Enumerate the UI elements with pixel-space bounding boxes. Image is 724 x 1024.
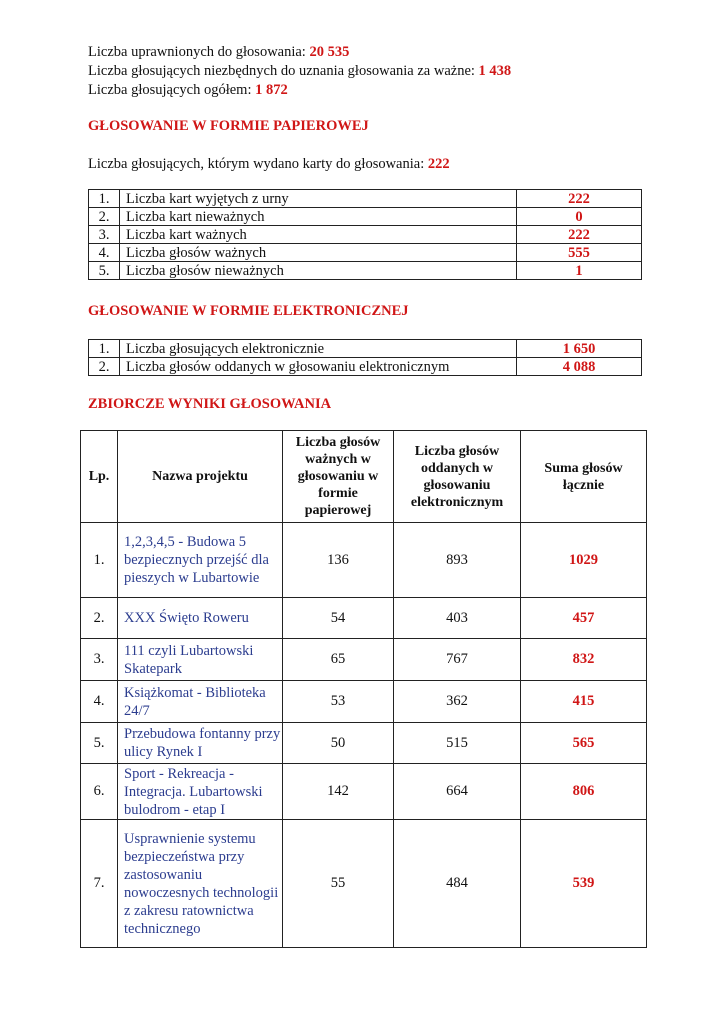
stat-label: Liczba uprawnionych do głosowania: bbox=[88, 44, 310, 60]
table-row bbox=[81, 723, 647, 764]
paper-votes: 136 bbox=[283, 523, 394, 598]
row-lp: 6. bbox=[81, 764, 118, 820]
total-votes: 832 bbox=[521, 639, 647, 681]
row-number: 3. bbox=[89, 226, 120, 244]
project-name: Książkomat - Biblioteka 24/7 bbox=[118, 681, 283, 723]
paper-votes: 65 bbox=[283, 639, 394, 681]
electronic-votes: 484 bbox=[394, 820, 521, 948]
project-name: Przebudowa fontanny przy ulicy Rynek I bbox=[118, 723, 283, 764]
paper-issued bbox=[88, 155, 450, 174]
paper-votes: 53 bbox=[283, 681, 394, 723]
row-value: 222 bbox=[517, 190, 642, 208]
table-row bbox=[81, 523, 647, 598]
row-label: Liczba głosów ważnych bbox=[120, 244, 517, 262]
stat-value: 20 535 bbox=[309, 44, 350, 60]
table-row bbox=[89, 208, 642, 226]
row-value: 0 bbox=[517, 208, 642, 226]
row-lp: 4. bbox=[81, 681, 118, 723]
row-number: 2. bbox=[89, 208, 120, 226]
row-lp: 2. bbox=[81, 598, 118, 639]
stat-label: Liczba głosujących, którym wydano karty do głosowania: bbox=[88, 156, 428, 172]
row-value: 1 bbox=[517, 262, 642, 280]
electronic-votes: 515 bbox=[394, 723, 521, 764]
table-row bbox=[89, 244, 642, 262]
row-label: Liczba głosujących elektronicznie bbox=[120, 340, 517, 358]
row-number: 1. bbox=[89, 190, 120, 208]
row-value: 222 bbox=[517, 226, 642, 244]
stat-value: 222 bbox=[427, 156, 450, 172]
project-name: XXX Święto Roweru bbox=[118, 598, 283, 639]
paper-heading: GŁOSOWANIE W FORMIE PAPIEROWEJ bbox=[88, 118, 369, 134]
stat-label: Liczba głosujących ogółem: bbox=[88, 82, 256, 98]
total-votes: 457 bbox=[521, 598, 647, 639]
table-row bbox=[81, 820, 647, 948]
paper-votes: 142 bbox=[283, 764, 394, 820]
row-label: Liczba kart wyjętych z urny bbox=[120, 190, 517, 208]
paper-votes: 50 bbox=[283, 723, 394, 764]
table-row bbox=[89, 358, 642, 376]
row-value: 4 088 bbox=[517, 358, 642, 376]
paper-votes: 54 bbox=[283, 598, 394, 639]
stat-total-voters bbox=[88, 81, 288, 100]
project-name: 1,2,3,4,5 - Budowa 5 bezpiecznych przejść dla pieszych w Lubartowie bbox=[118, 523, 283, 598]
header-lp: Lp. bbox=[81, 431, 118, 523]
paper-table bbox=[88, 189, 642, 280]
total-votes: 565 bbox=[521, 723, 647, 764]
table-row bbox=[89, 262, 642, 280]
table-row bbox=[81, 764, 647, 820]
stat-label: Liczba głosujących niezbędnych do uznania głosowania za ważne: bbox=[88, 63, 479, 79]
row-label: Liczba kart ważnych bbox=[120, 226, 517, 244]
row-number: 4. bbox=[89, 244, 120, 262]
electronic-table bbox=[88, 339, 642, 376]
row-label: Liczba głosów oddanych w głosowaniu elektronicznym bbox=[120, 358, 517, 376]
row-lp: 1. bbox=[81, 523, 118, 598]
table-row bbox=[81, 639, 647, 681]
total-votes: 806 bbox=[521, 764, 647, 820]
row-value: 555 bbox=[517, 244, 642, 262]
header-name: Nazwa projektu bbox=[118, 431, 283, 523]
row-lp: 5. bbox=[81, 723, 118, 764]
summary-table bbox=[80, 430, 647, 948]
project-name: Sport - Rekreacja - Integracja. Lubartowski bulodrom - etap I bbox=[118, 764, 283, 820]
header-row bbox=[81, 431, 647, 523]
stat-value: 1 872 bbox=[255, 82, 288, 98]
total-votes: 539 bbox=[521, 820, 647, 948]
header-total: Suma głosów łącznie bbox=[521, 431, 647, 523]
row-label: Liczba kart nieważnych bbox=[120, 208, 517, 226]
table-row bbox=[89, 340, 642, 358]
electronic-votes: 893 bbox=[394, 523, 521, 598]
stat-value: 1 438 bbox=[478, 63, 512, 79]
row-label: Liczba głosów nieważnych bbox=[120, 262, 517, 280]
table-row bbox=[89, 226, 642, 244]
stat-eligible bbox=[88, 43, 349, 62]
electronic-heading: GŁOSOWANIE W FORMIE ELEKTRONICZNEJ bbox=[88, 303, 409, 319]
row-lp: 7. bbox=[81, 820, 118, 948]
electronic-votes: 664 bbox=[394, 764, 521, 820]
row-number: 5. bbox=[89, 262, 120, 280]
total-votes: 415 bbox=[521, 681, 647, 723]
row-value: 1 650 bbox=[517, 340, 642, 358]
summary-heading: ZBIORCZE WYNIKI GŁOSOWANIA bbox=[88, 396, 332, 412]
total-votes: 1029 bbox=[521, 523, 647, 598]
stat-required bbox=[88, 62, 511, 81]
electronic-votes: 403 bbox=[394, 598, 521, 639]
table-row bbox=[89, 190, 642, 208]
table-row bbox=[81, 598, 647, 639]
row-number: 1. bbox=[89, 340, 120, 358]
paper-votes: 55 bbox=[283, 820, 394, 948]
row-lp: 3. bbox=[81, 639, 118, 681]
project-name: 111 czyli Lubartowski Skatepark bbox=[118, 639, 283, 681]
electronic-votes: 362 bbox=[394, 681, 521, 723]
header-paper: Liczba głosów ważnych w głosowaniu w formie papierowej bbox=[283, 431, 394, 523]
electronic-votes: 767 bbox=[394, 639, 521, 681]
table-row bbox=[81, 681, 647, 723]
row-number: 2. bbox=[89, 358, 120, 376]
header-electronic: Liczba głosów oddanych w głosowaniu elektronicznym bbox=[394, 431, 521, 523]
project-name: Usprawnienie systemu bezpieczeństwa przy zastosowaniu nowoczesnych technologii z zakresu ratownictwa technicznego bbox=[118, 820, 283, 948]
